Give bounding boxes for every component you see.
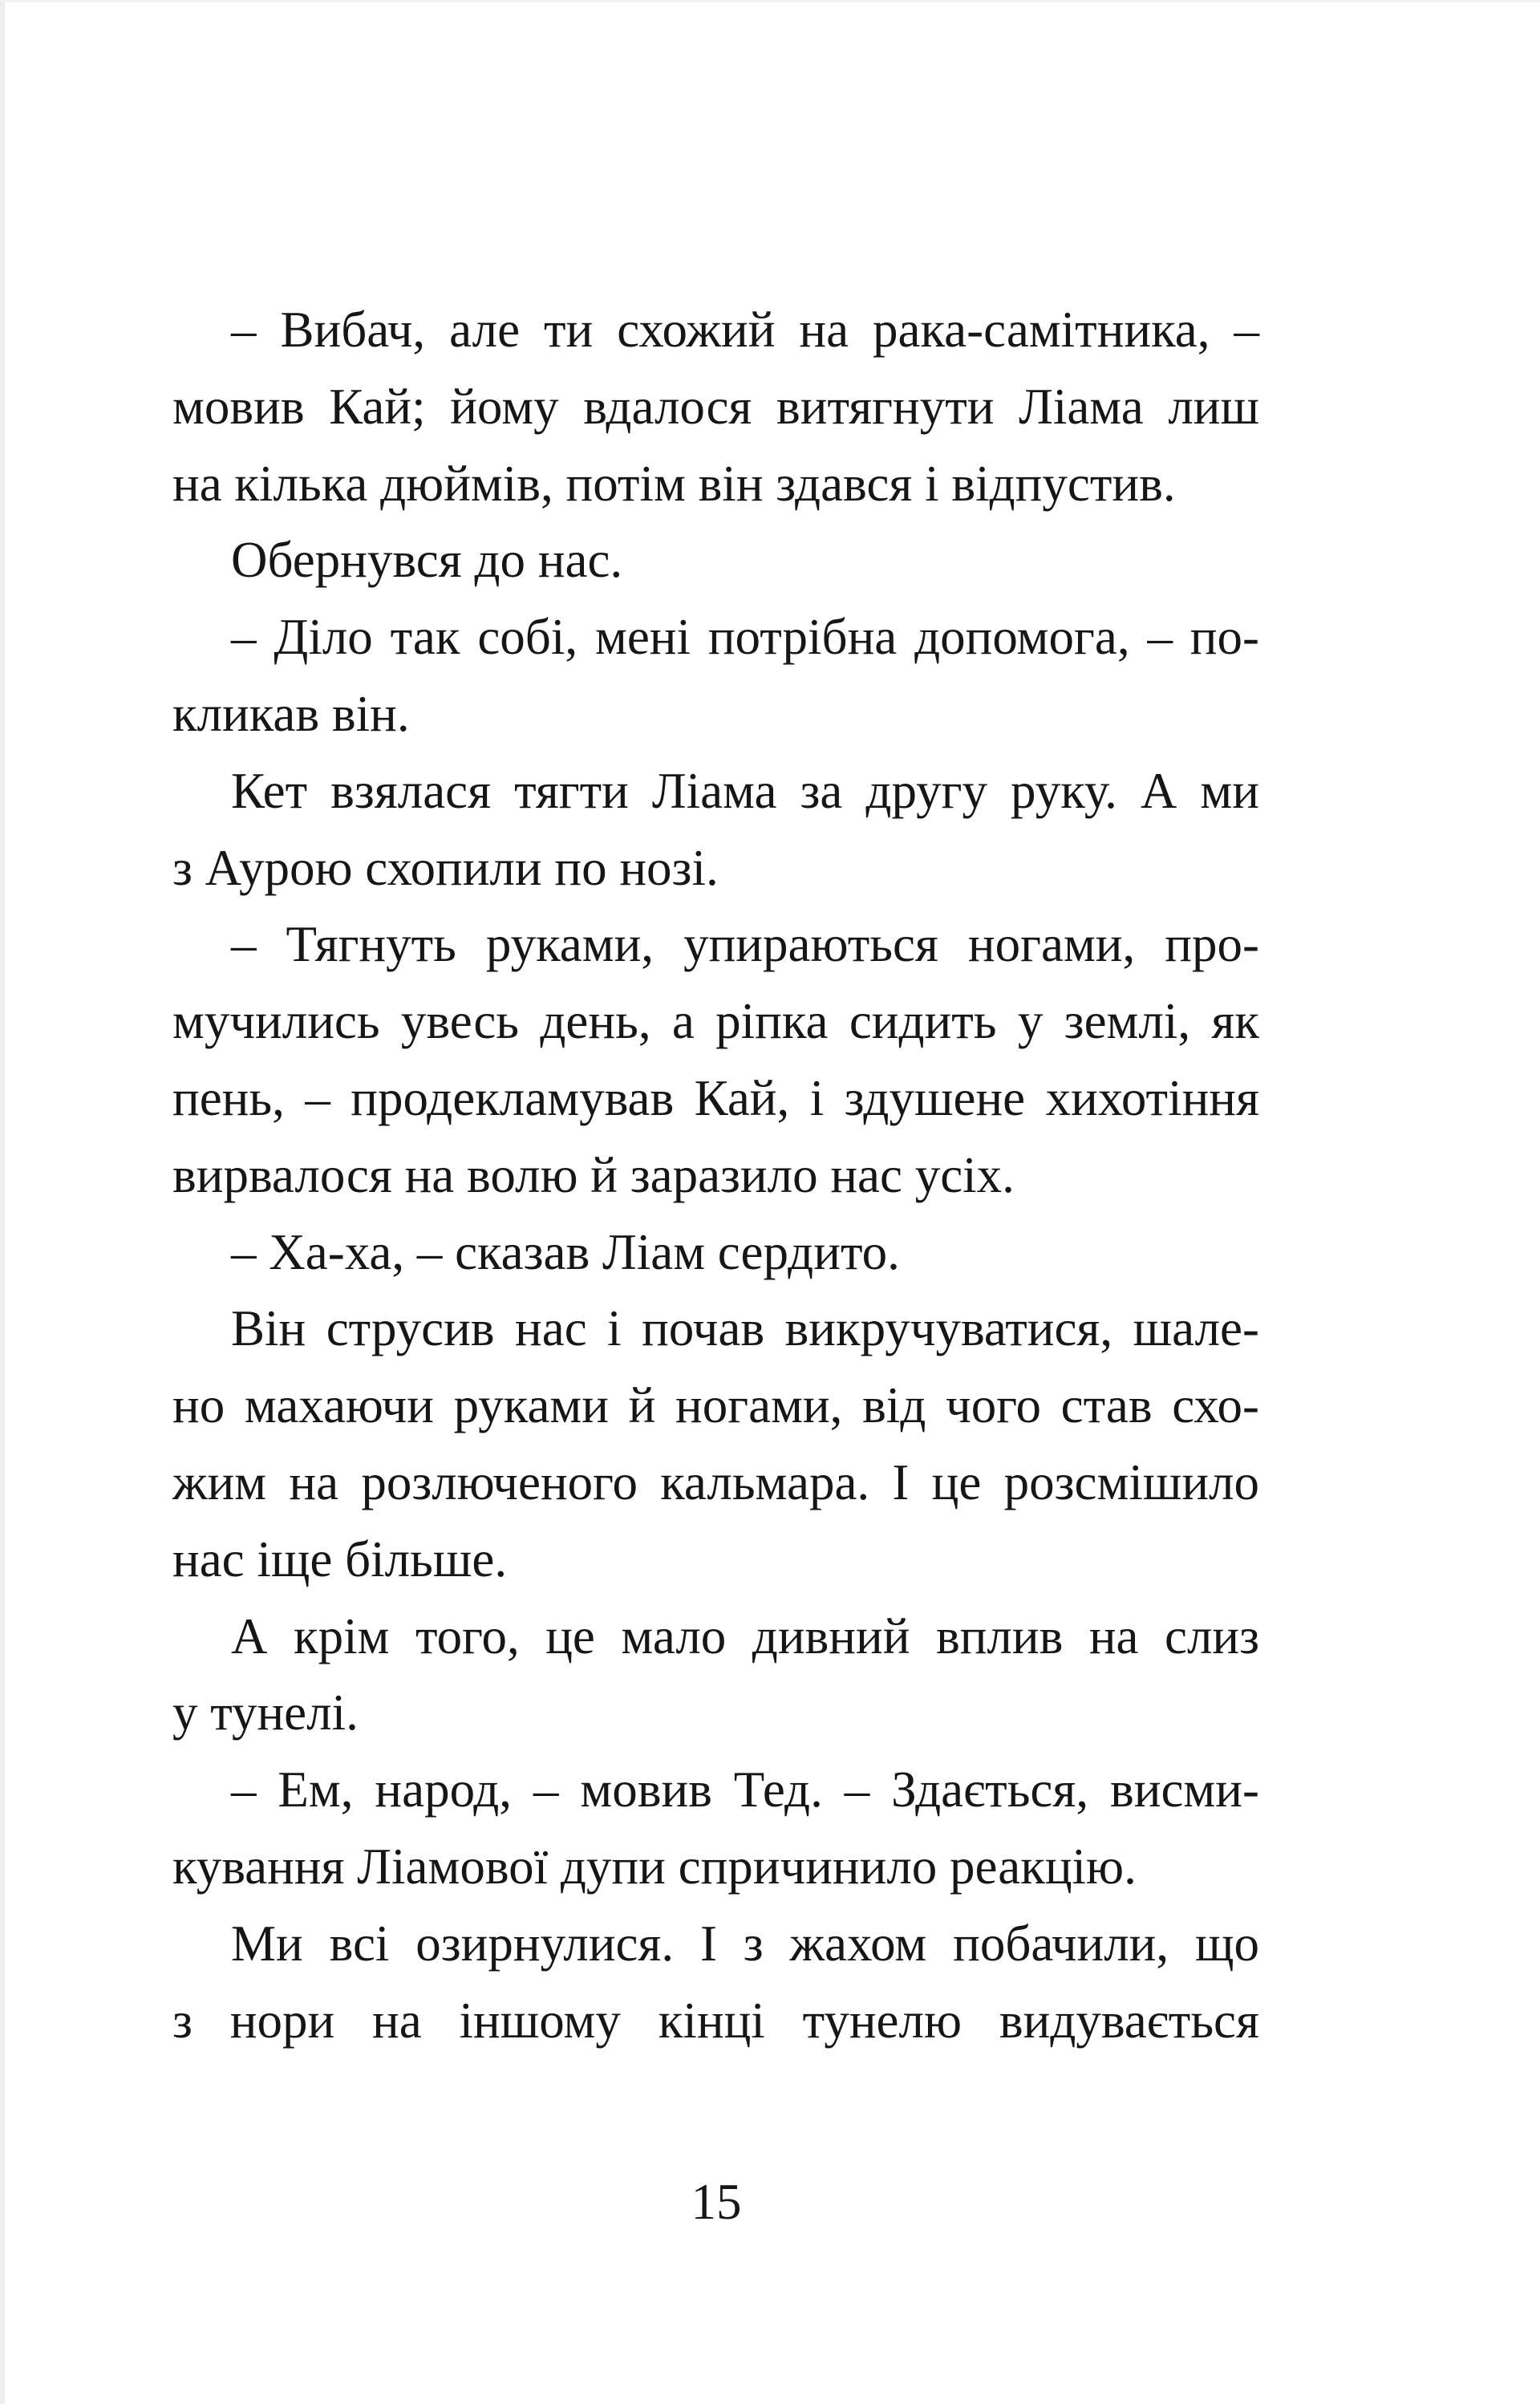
text-line: на кілька дюймів, потім він здався і відпустив.	[172, 455, 1176, 512]
text-line: но махаючи руками й ногами, від чого став схо-	[172, 1377, 1259, 1434]
text-line: кування Ліамової дупи спричинило реакцію.	[172, 1838, 1137, 1895]
text-line: – Вибач, але ти схожий на рака-самітника, –	[231, 302, 1259, 358]
page-edge-top	[0, 0, 1540, 2]
text-line: у тунелі.	[172, 1684, 359, 1741]
text-line: вирвалося на волю й заразило нас усіх.	[172, 1146, 1015, 1203]
text-line: Обернувся до нас.	[231, 532, 623, 589]
text-line: Кет взялася тягти Ліама за другу руку. А ми	[231, 762, 1259, 819]
text-line: кликав він.	[172, 685, 410, 742]
text-line: нас іще більше.	[172, 1530, 508, 1587]
text-line: – Тягнуть руками, упираються ногами, про-	[231, 916, 1259, 973]
text-line: з нори на іншому кінці тунелю видувається	[172, 1992, 1259, 2049]
page-edge-left	[0, 0, 5, 2404]
text-line: Ми всі озирнулися. І з жахом побачили, що	[231, 1915, 1259, 1972]
body-text	[172, 292, 1259, 2059]
text-line: – Ха-ха, – сказав Ліам сердито.	[231, 1223, 900, 1280]
text-line: – Ем, народ, – мовив Тед. – Здається, висми-	[231, 1761, 1259, 1818]
text-line: жим на розлюченого кальмара. І це розсмішило	[172, 1453, 1259, 1510]
text-line: пень, – продекламував Кай, і здушене хихотіння	[172, 1069, 1259, 1126]
text-line: А крім того, це мало дивний вплив на слиз	[231, 1607, 1259, 1664]
text-line: мучились увесь день, а ріпка сидить у землі, як	[172, 993, 1259, 1050]
text-line: Він струсив нас і почав викручуватися, шале-	[231, 1300, 1259, 1357]
text-line: мовив Кай; йому вдалося витягнути Ліама лиш	[172, 378, 1259, 435]
text-line: з Аурою схопили по нозі.	[172, 839, 719, 896]
page-number: 15	[691, 2174, 742, 2230]
text-line: – Діло так собі, мені потрібна допомога, – по-	[231, 609, 1259, 666]
